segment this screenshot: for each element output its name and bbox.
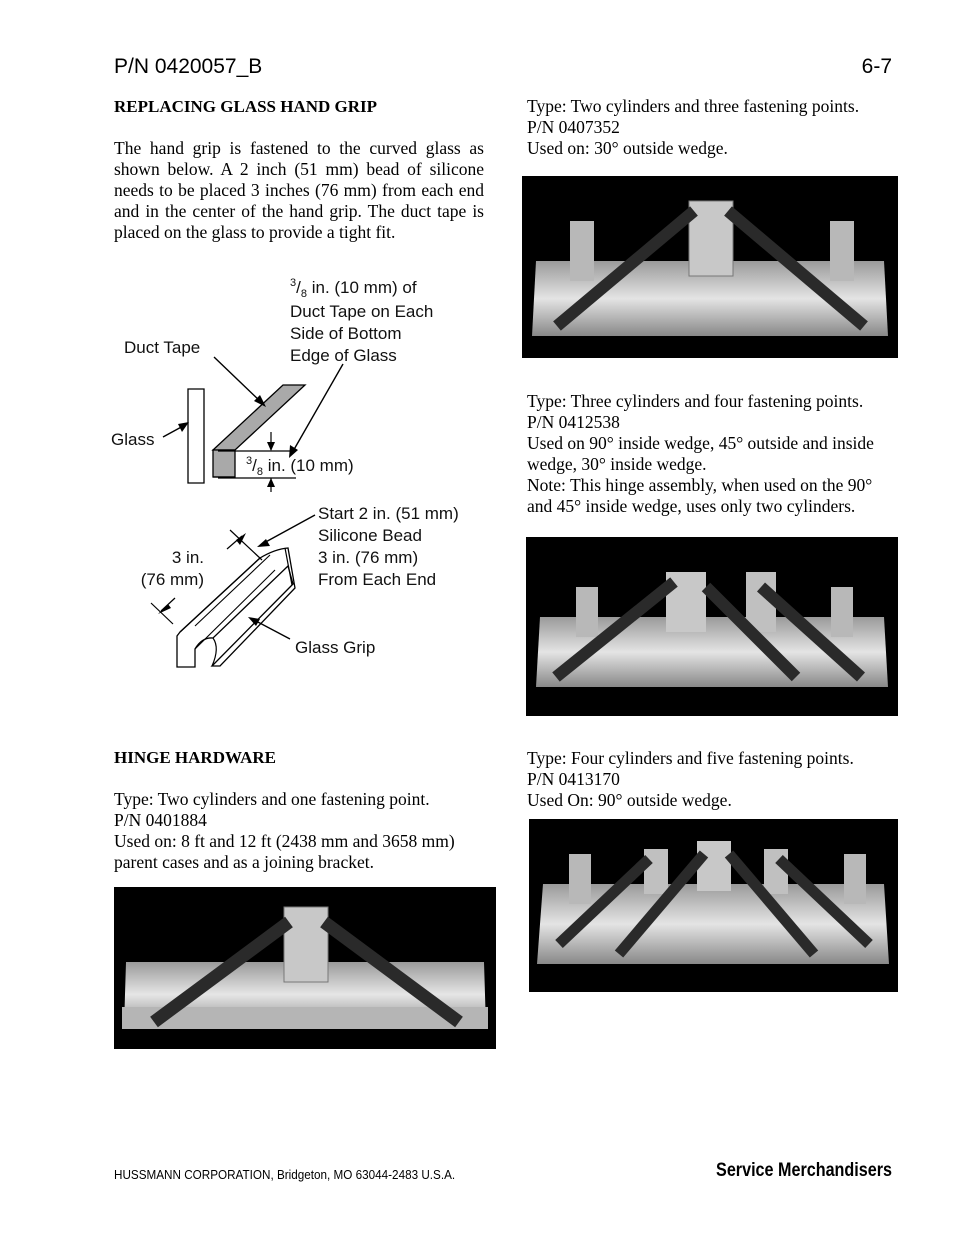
- glass-panel: [188, 389, 204, 483]
- hinge-photo-three-cylinders-four-points: [526, 537, 898, 716]
- hinge3-type: Type: Three cylinders and four fastening points.: [527, 391, 864, 411]
- hinge-photo-two-cylinders-three-points: [522, 176, 898, 358]
- hinge3-text: [527, 391, 899, 517]
- label-grip-dimension: 3 in. (76 mm): [140, 548, 204, 589]
- hinge3-pn: P/N 0412538: [527, 412, 620, 432]
- hinge2-type: Type: Two cylinders and three fastening points.: [527, 96, 860, 116]
- label-glass: Glass: [111, 430, 155, 449]
- hinge4-used: Used On: 90° outside wedge.: [527, 790, 732, 810]
- leader-callout: [292, 364, 343, 453]
- hinge2-pn: P/N 0407352: [527, 117, 620, 137]
- hinge2-used: Used on: 30° outside wedge.: [527, 138, 728, 158]
- footer-company: HUSSMANN CORPORATION, Bridgeton, MO 63044-2483 U.S.A.: [114, 1167, 456, 1182]
- page-number: 6-7: [861, 55, 892, 78]
- hand-grip-heading: REPLACING GLASS HAND GRIP: [114, 97, 378, 116]
- duct-tape-band: [213, 385, 305, 450]
- hinge3-note: Note: This hinge assembly, when used on the 90° and 45° inside wedge, uses only two cylinders.: [527, 475, 873, 516]
- footer-section-title: Service Merchandisers: [716, 1160, 892, 1181]
- hinge-photo-two-cylinders-one-point: [114, 887, 496, 1049]
- part-number: P/N 0420057_B: [114, 55, 263, 78]
- hinge1-pn: P/N 0401884: [114, 810, 207, 830]
- hinge4-pn: P/N 0413170: [527, 769, 620, 789]
- dimension-label: $^3/_8$ in. (10 mm): [246, 455, 354, 478]
- hinge2-text: [527, 96, 907, 159]
- hinge-hardware-section: [114, 747, 486, 873]
- hinge4-text: [527, 748, 899, 811]
- hinge1-type: Type: Two cylinders and one fastening point.: [114, 789, 430, 809]
- duct-tape-lower: [213, 450, 235, 477]
- hinge4-type: Type: Four cylinders and five fastening points.: [527, 748, 854, 768]
- hinge3-used: Used on 90° inside wedge, 45° outside and inside wedge, 30° inside wedge.: [527, 433, 874, 474]
- label-silicone-bead: Start 2 in. (51 mm) Silicone Bead 3 in. (76 mm) From Each End: [318, 504, 459, 589]
- leader-duct-tape: [214, 357, 262, 403]
- hinge1-used: Used on: 8 ft and 12 ft (2438 mm and 3658 mm) parent cases and as a joining bracket.: [114, 831, 455, 872]
- hinge-hardware-heading: HINGE HARDWARE: [114, 748, 276, 767]
- label-glass-grip: Glass Grip: [295, 638, 376, 657]
- hand-grip-body: The hand grip is fastened to the curved glass as shown below. A 2 inch (51 mm) bead of silicone needs to be placed 3 inches (76 mm) from each end and in the center of the hand grip. The duct tape is placed on the glass to provide a tight fit.: [114, 138, 484, 242]
- hinge-photo-four-cylinders-five-points: [529, 819, 898, 992]
- label-duct-tape: Duct Tape: [124, 338, 201, 357]
- hand-grip-section: [114, 96, 484, 243]
- callout-duct-tape-size: $^3/_8$ in. (10 mm) of Duct Tape on Each Side of Bottom Edge of Glass: [290, 277, 434, 365]
